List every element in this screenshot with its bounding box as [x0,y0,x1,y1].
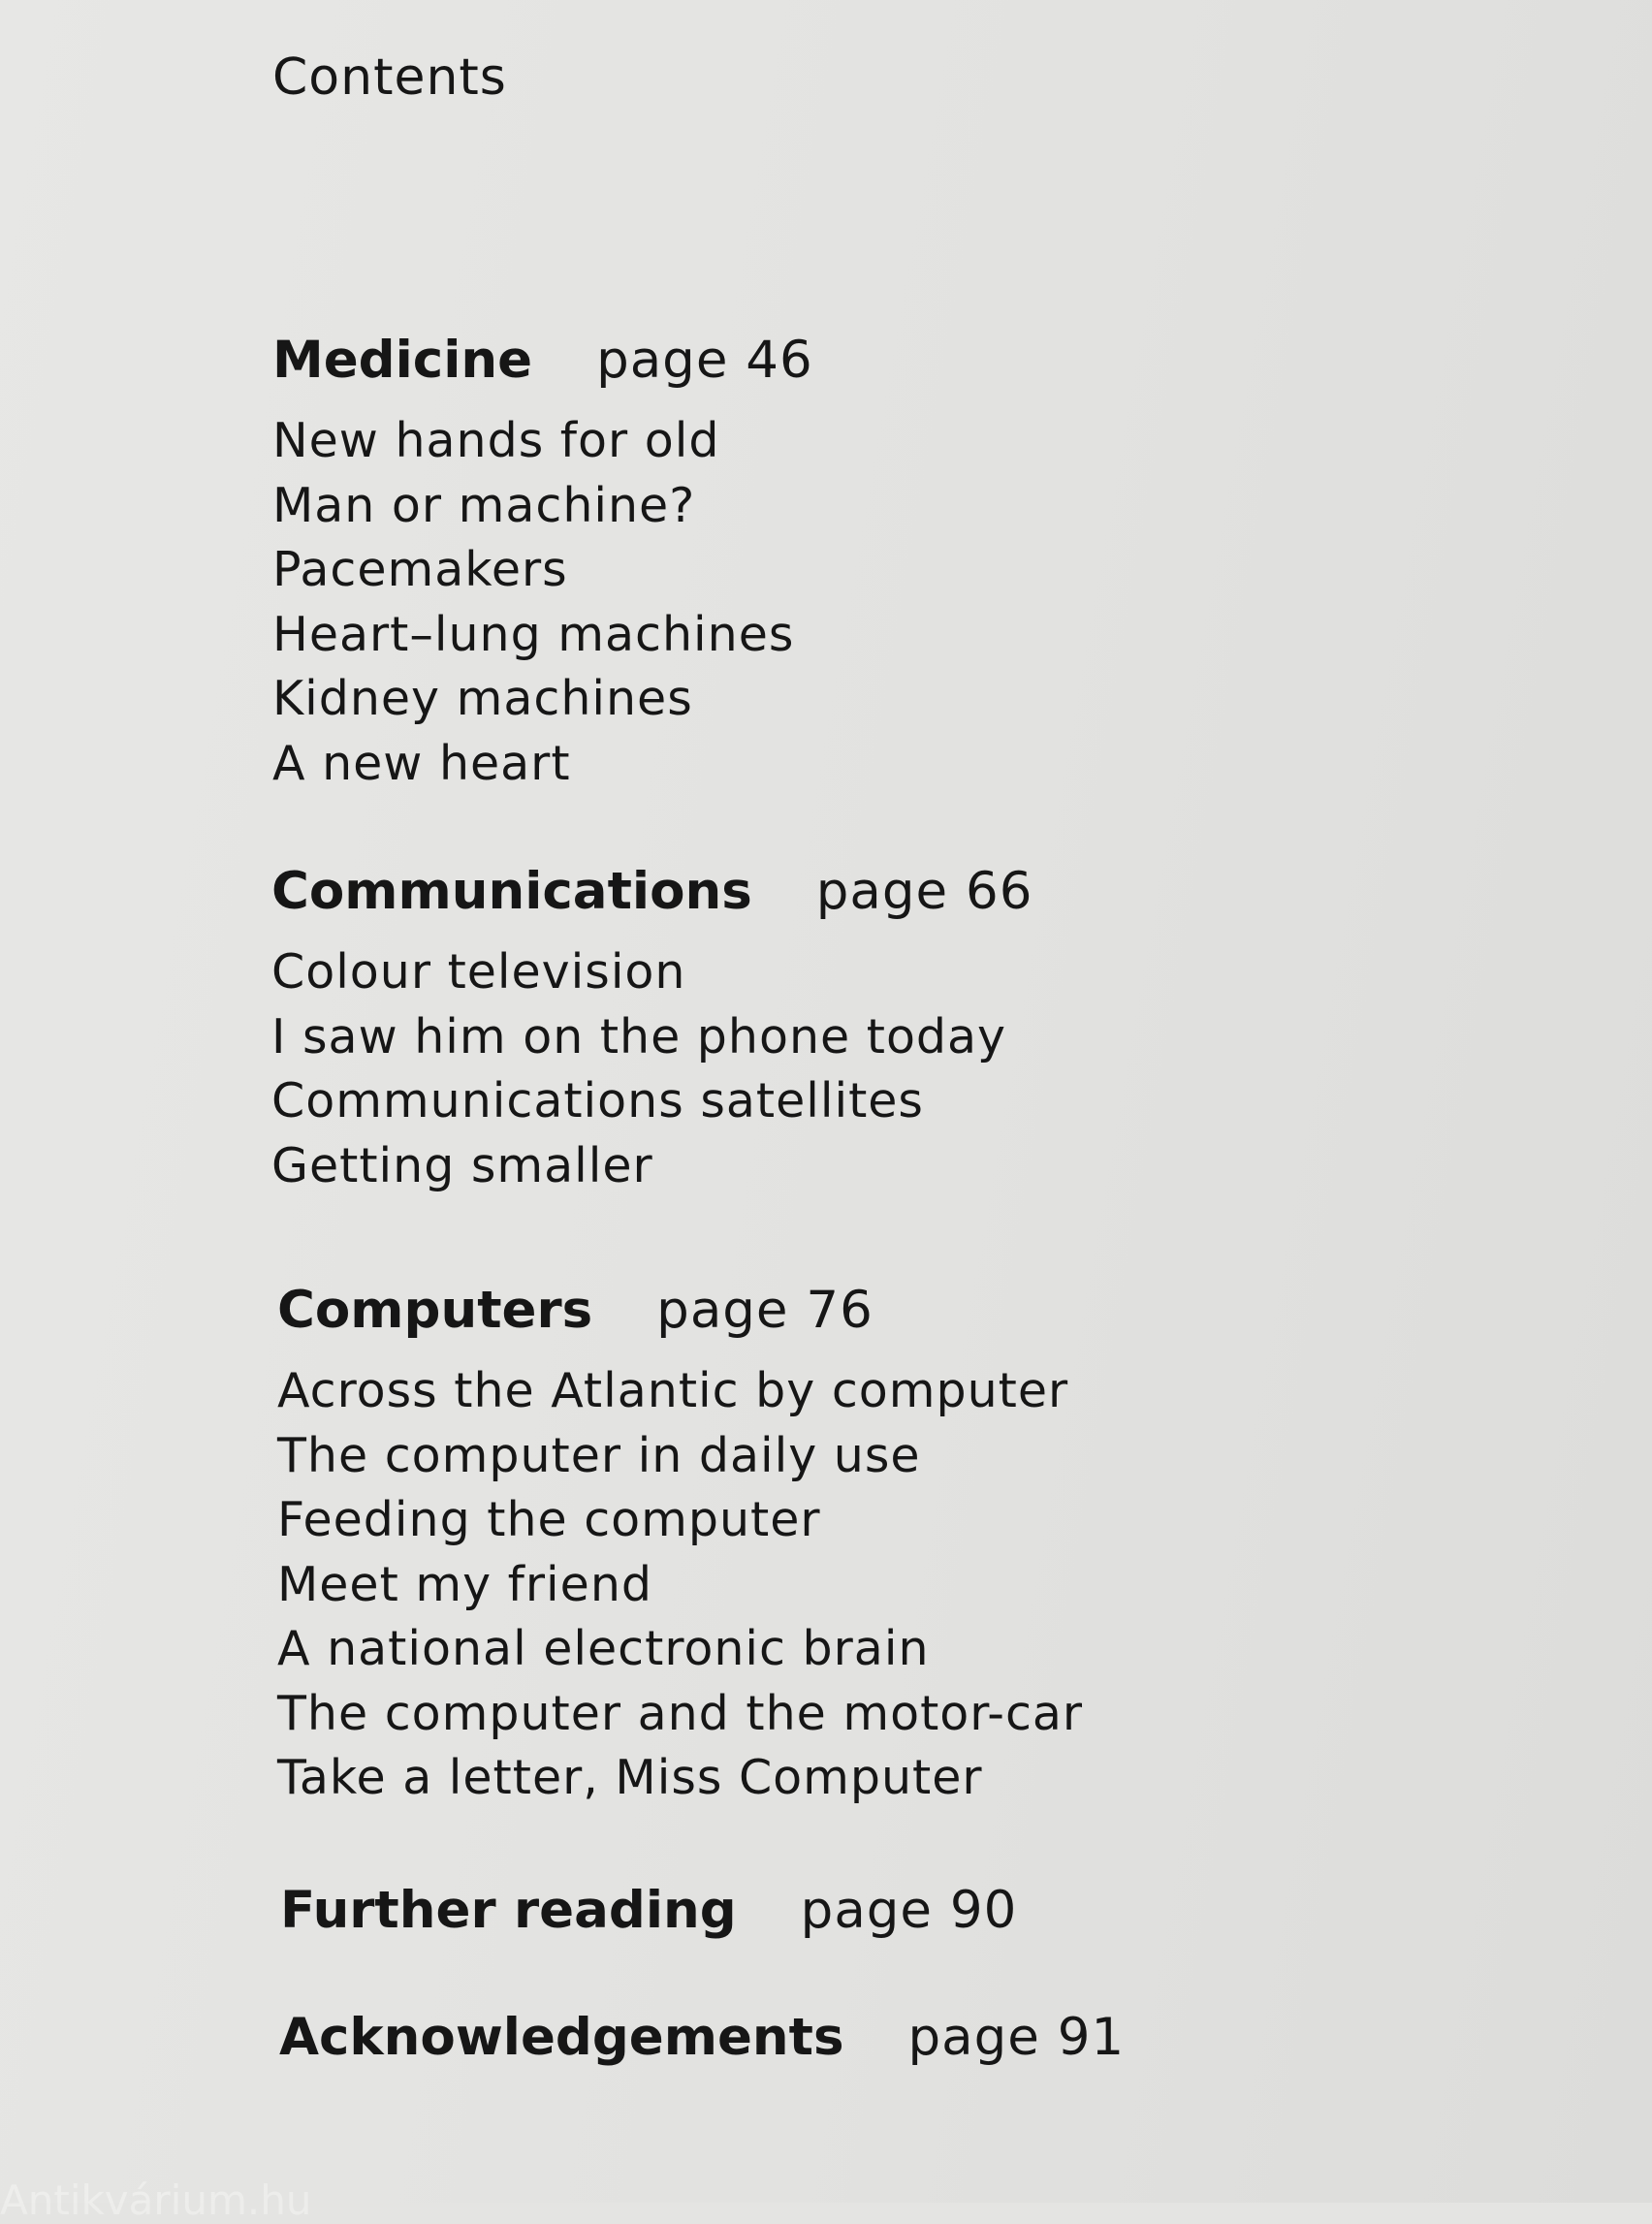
section-name: Computers [277,1281,593,1340]
list-item: I saw him on the phone today [271,1008,1007,1064]
list-item: Take a letter, Miss Computer [277,1750,983,1805]
section-communications [271,857,1032,1198]
list-item: Meet my friend [277,1556,652,1612]
section-heading [277,1276,1083,1346]
section-name: Further reading [280,1881,737,1940]
list-item: Kidney machines [272,671,693,726]
section-heading [280,1876,1017,1946]
watermark-text: Antikvárium.hu [0,2176,312,2224]
list-item: Pacemakers [272,542,568,597]
section-items [271,940,1032,1198]
section-heading [271,857,1032,927]
section-name: Acknowledgements [279,2008,844,2067]
list-item: A new heart [272,735,571,791]
section-page: page 90 [800,1881,1018,1940]
section-medicine [272,326,813,796]
list-item: A national electronic brain [277,1621,930,1676]
section-heading [272,326,813,396]
list-item: The computer and the motor-car [277,1685,1084,1741]
section-computers [277,1276,1083,1811]
list-item: New hands for old [272,413,720,468]
section-acknowledgements [279,2003,1125,2073]
section-items [272,409,813,796]
section-name: Medicine [272,331,533,390]
section-page: page 46 [596,331,813,390]
section-page: page 66 [815,862,1033,921]
contents-title: Contents [272,48,507,107]
section-heading [279,2003,1125,2073]
list-item: Colour television [271,944,686,1000]
list-item: Communications satellites [271,1073,924,1128]
list-item: Feeding the computer [277,1492,821,1547]
list-item: Across the Atlantic by computer [277,1363,1069,1418]
section-name: Communications [271,862,752,921]
list-item: Man or machine? [272,477,696,533]
section-page: page 91 [907,2008,1126,2067]
list-item: Getting smaller [271,1137,653,1193]
section-items [277,1359,1083,1811]
section-further-reading [280,1876,1017,1946]
section-page: page 76 [656,1281,874,1340]
list-item: The computer in daily use [277,1427,921,1483]
list-item: Heart–lung machines [272,606,795,662]
